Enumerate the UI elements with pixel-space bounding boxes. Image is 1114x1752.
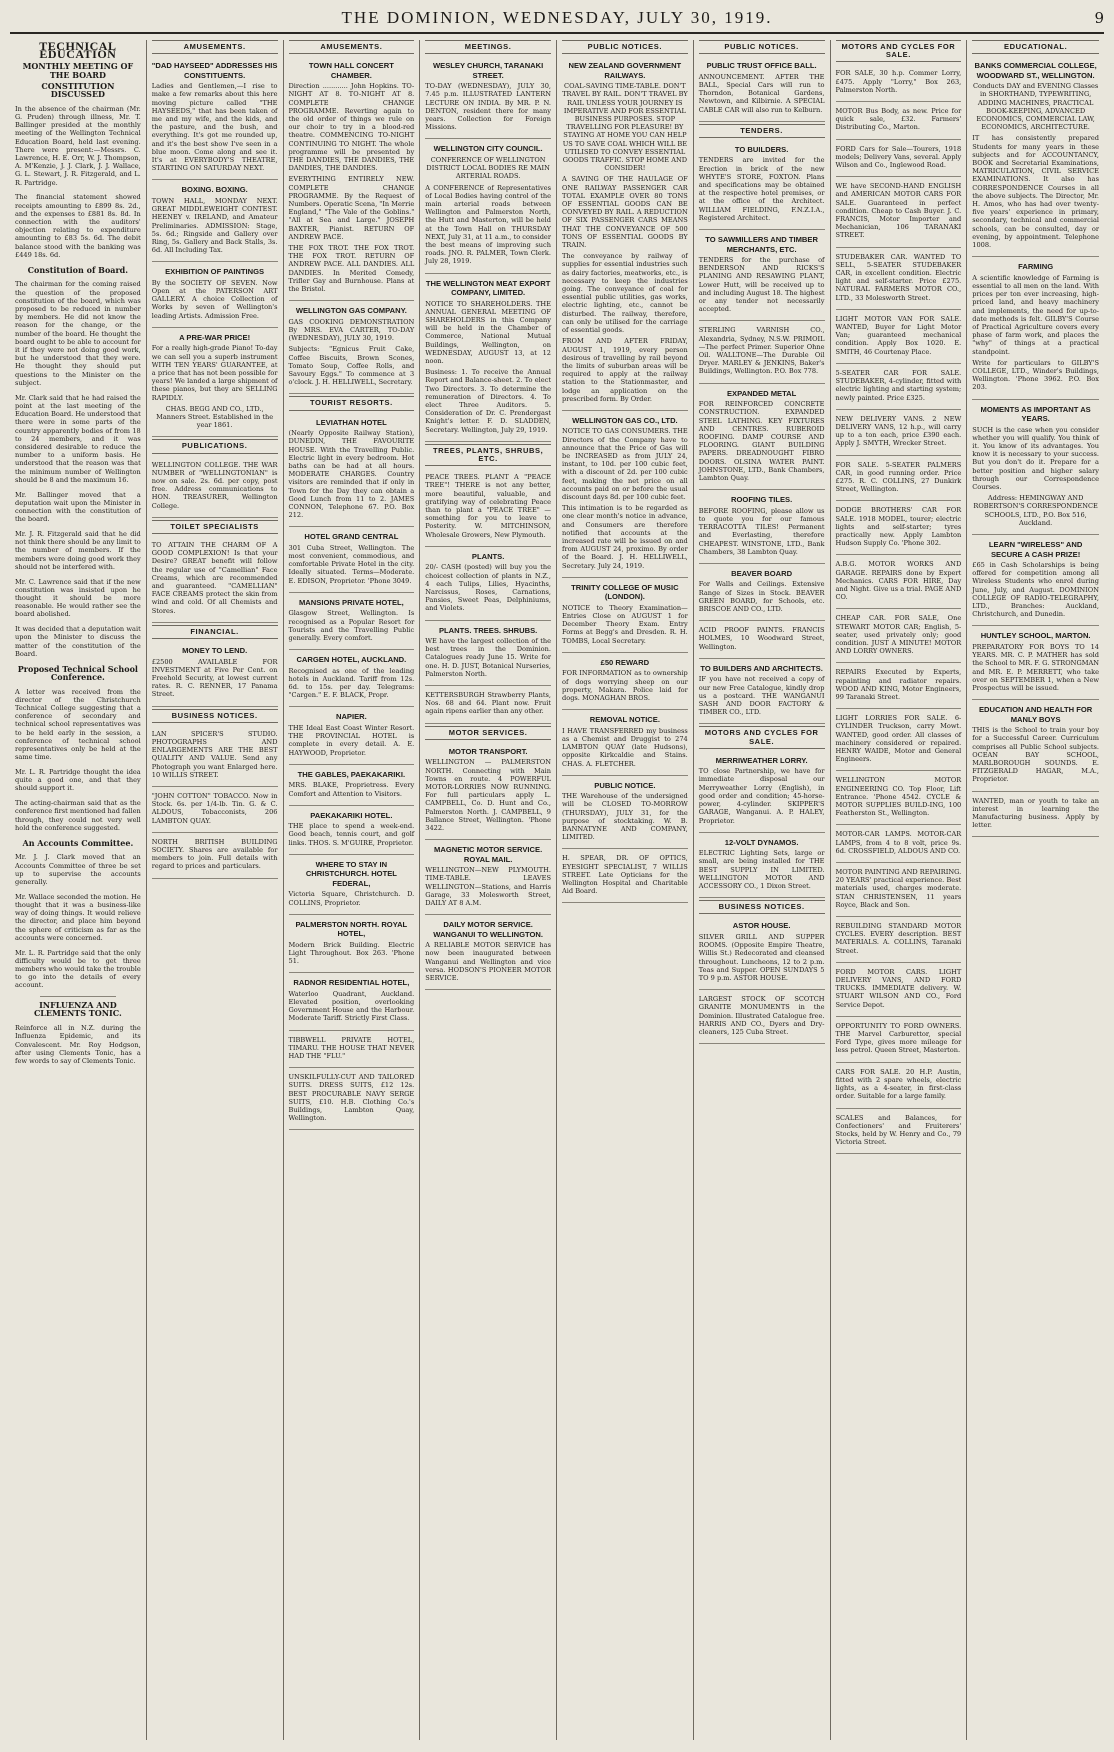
advertisement	[699, 753, 825, 833]
ad-title: WELLINGTON GAS COMPANY.	[295, 306, 407, 316]
advertisement	[289, 595, 415, 650]
ad-body: FOR SALE, 30 h.p. Commer Lorry, £475. Apply "Lorry," Box 263, Palmerston North.	[835, 69, 962, 94]
ad-title: MOMENTS AS IMPORTANT AS YEARS.	[980, 404, 1091, 424]
ad-title: WESLEY CHURCH, TARANAKI STREET.	[433, 61, 544, 80]
ad-body: A.B.G. MOTOR WORKS AND GARAGE. REPAIRS done by Expert Mechanics. CARS FOR HIRE, Day and Night. Give us a trial. PAGE AND CO.	[835, 560, 962, 602]
ad-body: NOTICE to Theory Examination—Entries Close on AUGUST 1 for December Theory Exam. Entry Forms at Begg's and Dresden. R. H. TOMBS, Local Secretary.	[562, 603, 688, 645]
article-paragraph: A letter was received from the director of the Christchurch Technical College suggesting that a conference of secondary and technical school representatives was to be held early in the session, a conference of technical school representatives only be held at the same time.	[15, 687, 141, 762]
ad-title: EXPANDED METAL	[726, 388, 797, 398]
ad-body: Conducts DAY and EVENING Classes in SHORTHAND, TYPEWRITING, ADDING MACHINES, PRACTICAL BOOK-KEEPING, ADVANCED ECONOMICS, COMMERCIAL LAW, ECONOMICS, ARCHITECTURE.	[972, 82, 1099, 132]
ad-body: Waterloo Quadrant, Auckland. Elevated position, overlooking Government House and the Harbour. Moderate Tariff. Strictly First Class.	[288, 989, 415, 1023]
advertisement	[562, 778, 688, 850]
ad-body: A CONFERENCE of Representatives of Local Bodies having control of the main arterial roads between Wellington and Palmerston North, the Hutt and Masterton, will be held at the Town Hall on THURSDAY NEXT, July 31, at 11 a.m., to consider the best means of improving such roads. JNO. R. PALMER, Town Clerk. July 28, 1919.	[425, 183, 551, 266]
ad-body: THIS is the School to train your boy for a Successful Career. Curriculum comprises all Public School subjects. OCEAN BAY SCHOOL, MARLBOROUGH SOUNDS. E. FITZGERALD HAGAR, M.A., Proprietor.	[972, 726, 1099, 784]
ad-body: WELLINGTON—NEW PLYMOUTH. TIME-TABLE. LEAVES WELLINGTON—Stations, and Harris Garage, 33 Molesworth Street, DAILY AT 8 A.M.	[425, 866, 551, 908]
advertisement	[972, 58, 1099, 257]
ad-body: MRS. BLAKE, Proprietress. Every Comfort and Attention to Visitors.	[288, 781, 415, 798]
classified-ad	[836, 142, 962, 178]
page-number: 9	[1094, 9, 1104, 27]
classified-ad	[836, 250, 962, 310]
advertisement	[425, 744, 551, 840]
advertisement	[152, 538, 278, 623]
classified-ad	[836, 366, 962, 410]
advertisement	[972, 259, 1099, 399]
ad-body: WELLINGTON — PALMERSTON NORTH. Connecting with Main Towns en route. 4 POWERFUL MOTOR-LORRIES NOW RUNNING. For full particulars apply L. CAMPBELL, Co. D. Hunt and Co., Palmerston North. J. CAMPBELL, 9 Ballance Street, Wellington. 'Phone 3422.	[425, 758, 551, 833]
advertisement	[289, 652, 415, 707]
ad-body: Glasgow Street, Wellington. Is recognised as a Popular Resort for Tourists and the Travelling Public generally. Every comfort.	[288, 609, 415, 642]
column-amusements-1	[147, 40, 284, 1740]
ad-body: COAL-SAVING TIME-TABLE. DON'T TRAVEL BY RAIL. DON'T TRAVEL BY RAIL UNLESS YOUR JOURNEY IS IMPERATIVE AND FOR ESSENTIAL BUSINESS PURPOSES. STOP TRAVELLING FOR PLEASURE! BY STAYING AT HOME YOU CAN HELP US TO SAVE COAL WHICH WILL BE UTILISED TO CONVEY ESSENTIAL GOODS TRAFFIC. STOP HOME AND CONSIDER!	[562, 82, 688, 173]
ad-body: For Walls and Ceilings. Extensive Range of Sizes in Stock. BEAVER GREEN BOARD, for Schools, etc. BRISCOE AND CO., LTD.	[698, 580, 825, 614]
ad-body: STUDEBAKER CAR. WANTED TO SELL, 5-SEATER STUDEBAKER CAR, in excellent condition. Electric light and self-starter. Price £275. NATURAL FARMERS MOTOR CO., LTD., 33 Molesworth Street.	[835, 252, 962, 302]
classified-ad	[836, 412, 962, 456]
section-header: TOURIST RESORTS.	[289, 396, 415, 410]
ad-body: A SAVING OF THE HAULAGE OF ONE RAILWAY PASSENGER CAR TOTAL EXAMPLE OVER 80 TONS OF ESSENTIAL GOODS CAN BE CONVEYED BY RAIL. A REDUCTION OF SIX PASSENGER CARS MEANS THAT THE CONVEYANCE OF 500 TONS OF ESSENTIAL GOODS BY TRAIN.	[562, 175, 688, 250]
ad-body: NOTICE TO GAS CONSUMERS. THE Directors of the Company have to announce that the Price of Gas will be INCREASED as from JULY 24, instant, to 10d. per 100 cubic feet, with a discount of 2d. per 100 cubic feet, making the net price on all accounts paid on or before the usual discount days 8d. per 100 cubic feet.	[562, 427, 688, 502]
ad-title: WELLINGTON GAS CO., LTD.	[572, 415, 678, 425]
advertisement	[699, 386, 825, 491]
article-paragraph: Mr. J. R. Fitzgerald said that he did not think there should be any limit to the number of members. If the members were doing good work they should not be interfered with.	[15, 529, 141, 571]
ad-body: KETTERSBURGH Strawberry Plants, Nos. 68 and 64. Plant now. Fruit again ripens earlier than any other.	[425, 691, 551, 716]
advertisement	[425, 917, 551, 990]
ad-body: Ladies and Gentlemen,—I rise to make a few remarks about this here moving picture called "THE HAYSEEDS," that has been taken of me and my wife, and the kids, and the pasture, and the bush, and everything. It's got me rounded up, and it's the best show I've seen in a blue moon. Come along and see it. It's at EVERYBODY'S THEATRE, STARTING ON SATURDAY NEXT.	[151, 82, 278, 173]
newspaper-title: THE DOMINION, WEDNESDAY, JULY 30, 1919.	[341, 8, 773, 27]
ad-title: CARGEN HOTEL, AUCKLAND.	[296, 655, 407, 665]
ad-title: MAGNETIC MOTOR SERVICE. ROYAL MAIL.	[434, 845, 543, 864]
section-title: An Accounts Committee.	[22, 837, 134, 848]
ad-body: OPPORTUNITY TO FORD OWNERS. THE Marvel Carburettor, special Ford Type, gives more mileage for less petrol. Queen Street, Masterton.	[835, 1021, 962, 1055]
ad-body: FROM AND AFTER FRIDAY, AUGUST 1, 1919, every person desirous of travelling by rail beyond the limits of suburban areas will be required to apply at the railway station to the Stationmaster, and lodge an application on the prescribed form. By Order.	[562, 337, 688, 403]
ad-title: TOWN HALL CONCERT CHAMBER.	[308, 61, 394, 80]
section-title: CONSTITUTION DISCUSSED	[41, 80, 115, 100]
advertisement	[152, 458, 278, 518]
ad-title: LEARN "WIRELESS" AND SECURE A CASH PRIZE!	[988, 540, 1083, 559]
advertisement	[289, 58, 415, 301]
ad-body: THE place to spend a week-end. Good beach, tennis court, and golf links. THOS. S. M'GUIRE, Proprietor.	[288, 822, 415, 847]
ad-body: ANNOUNCEMENT. AFTER THE BALL, Special Cars will run to Thorndon, Botanical Gardens, Newtown, and Kilbirnie. A SPECIAL CABLE CAR will also run to Kelburn.	[698, 72, 825, 114]
ad-body: THE Ideal East Coast Winter Resort. THE PROVINCIAL HOTEL is complete in every detail. A. E. HAYWOOD, Proprietor.	[288, 723, 415, 757]
ad-body: By the SOCIETY OF SEVEN. Now Open at the PATERSON ART GALLERY. A choice Collection of Works by seven of Wellington's leading Artists. Admission Free.	[151, 278, 278, 320]
section-header: AMUSEMENTS.	[152, 40, 278, 54]
ad-body: I HAVE TRANSFERRED my business as a Chemist and Druggist to 274 LAMBTON QUAY (late Hudsons), opposite Kirkcaldie and Stains. CHAS. A. FLETCHER.	[562, 726, 688, 768]
section-header: PUBLIC NOTICES.	[699, 40, 825, 54]
ad-title: £50 REWARD	[600, 657, 650, 667]
ad-body: MOTOR Bus Body, as new. Price for quick sale, £32. Farmers' Distributing Co., Marton.	[835, 107, 962, 132]
section-header: AMUSEMENTS.	[289, 40, 415, 54]
section-header: EDUCATIONAL.	[972, 40, 1099, 54]
ad-body: PREPARATORY FOR BOYS TO 14 YEARS. MR. C. P. MATHER has sold the School to MR. F. G. STRONGMAN and MR. E. P. MERRETT, who take over on SEPTEMBER 1, when a New Prospectus will be issued.	[972, 642, 1099, 692]
ad-body: Direction ............ John Hopkins. TO-NIGHT AT 8. TO-NIGHT AT 8. COMPLETE CHANGE PROGRAMME. Reverting again to the old order of things we rule on our choir to try in a blood-red theatre. COMMENCING TO-NIGHT CONTINUING TO NIGHT. The whole programme will be presented by THE DANDIES, THE DANDIES, THE DANDIES, THE DANDIES.	[288, 82, 415, 173]
advertisement	[425, 58, 551, 139]
article-paragraph: In the absence of the chairman (Mr. G. Pruden) through illness, Mr. T. Ballinger presided at the monthly meeting of the Wellington Technical Education Board, held last evening. There were present:—Messrs. C. Lawrence, H. E. Orr, W. J. Thompson, A. M'Kenzie, J. J. Clark, J. J. Wallace, G. L. Stewart, J. R. Fitzgerald, and L. R. Partridge.	[15, 104, 141, 187]
advertisement	[699, 661, 825, 725]
ad-body: STERLING VARNISH CO., Alexandria, Sydney, N.S.W. PRIMOIL—The perfect Primer. Superior Ohne Oil. WALLTONE—The Durable Oil Dryer. MARLEY & JENKINS, Baker's Buildings, Wellington. P.O. Box 778.	[698, 326, 825, 376]
ad-body: TO close Partnership, we have for immediate disposal our Merryweather Lorry (English), in good order and condition; 45-horse-power, 4-cylinder. SKIPPER'S GARAGE, Wanganui. A. P. HALEY, Proprietor.	[698, 767, 825, 825]
ad-body: IF you have not received a copy of our new Free Catalogue, kindly drop us a postcard. THE WANGANUI SASH AND DOOR FACTORY & TIMBER CO., LTD.	[698, 675, 825, 717]
ad-body: Victoria Square, Christchurch. D. COLLINS, Proprietor.	[288, 890, 415, 907]
advertisement	[699, 323, 825, 383]
advertisement	[425, 688, 551, 724]
classified-ad	[836, 557, 962, 609]
column-amusements-2	[284, 40, 421, 1740]
ad-title: MONEY TO LEND.	[182, 646, 248, 656]
ad-title: DAILY MOTOR SERVICE. WANGANUI TO WELLINGTON.	[433, 920, 544, 939]
ad-body: FORD MOTOR CARS. LIGHT DELIVERY VANS, AND FORD TRUCKS. IMMEDIATE delivery. W. STUART WILSON AND CO., Ford Service Depot.	[835, 967, 962, 1009]
section-header: PUBLICATIONS.	[152, 439, 278, 453]
ad-body: TOWN HALL, MONDAY NEXT. GREAT MIDDLEWEIGHT CONTEST. HEENEY v. IRELAND, and Amateur Preliminaries. ADMISSION: Stage, 5s. 6d.; Ringside and Gallery over Ring, 5s. Gallery and Back Stalls, 3s. 6d. All Including Tax.	[151, 196, 278, 255]
ad-body: FOR INFORMATION as to ownership of dogs worrying sheep on our property, Makara. Police laid for dogs. MONAGHAN BROS.	[562, 669, 688, 702]
ad-title: MANSIONS PRIVATE HOTEL,	[298, 597, 404, 607]
section-header: MOTORS AND CYCLES FOR SALE.	[699, 726, 825, 748]
ad-title: TRINITY COLLEGE OF MUSIC (LONDON).	[571, 582, 679, 602]
ad-title: BANKS COMMERCIAL COLLEGE, WOODWARD ST., WELLINGTON.	[974, 61, 1097, 80]
advertisement	[289, 1033, 415, 1069]
advertisement	[972, 794, 1099, 838]
ad-title: EDUCATION AND HEALTH FOR MANLY BOYS	[978, 705, 1093, 724]
ad-body: TO ATTAIN THE CHARM OF A GOOD COMPLEXION! Is that your Desire? GREAT benefit will follow the regular use of "Camellian" Face Creams, which are recommended and guaranteed. "CAMELLIAN" FACE CREAMS protect the skin from wind and cold. Of all Chemists and Stores.	[151, 541, 278, 615]
ad-title: MERRIWEATHER LORRY.	[715, 755, 808, 765]
advertisement	[699, 992, 825, 1044]
headline: TECHNICAL EDUCATION	[39, 40, 117, 62]
ad-body: The conveyance by railway of supplies for essential industries such as dairy factories, meatworks, etc., is necessary to keep the industries going. The conveyance of coal for essential public utilities, gas works, electric lighting, etc., cannot be disturbed. The railway, therefore, can only be utilised for the carriage of essential goods.	[562, 252, 688, 335]
column-motors-for-sale	[831, 40, 968, 1740]
advertisement	[425, 470, 551, 547]
ad-body: THE FOX TROT. THE FOX TROT. THE FOX TROT. RETURN OF ANDREW PACE. ALL DANDIES. ALL DANDIES. In Merited Comedy, Trifler Gay and Burnhouse. Plans at the Bristol.	[288, 244, 415, 294]
ad-body: NEW DELIVERY VANS. 2 NEW DELIVERY VANS, 12 h.p., will carry up to a ton each, price £390 each. Apply J. SMYTH, Wrecker Street.	[835, 414, 962, 448]
classified-ad	[836, 773, 962, 825]
ad-body: 301 Cuba Street, Wellington. The most convenient, commodious, and comfortable Private Hotel in the city. Ideally situated. Terms—Moderate. E. EDISON, Proprietor. 'Phone 3049.	[288, 543, 415, 585]
advertisement	[289, 1070, 415, 1130]
ad-title: LEVIATHAN HOTEL	[316, 417, 387, 427]
classified-ad	[836, 865, 962, 917]
ad-body: TENDERS are invited for the Erection in brick of the new WHYTE'S STORE, FOXTON. Plans and specifications may be obtained at the respective hotel premises, or at the office of the Architect. WILLIAM FIELDING, F.N.Z.I.A., Registered Architect.	[698, 156, 825, 222]
article-paragraph: The acting-chairman said that as the conference first mentioned had fallen through, they could not very well hold the conference suggested.	[15, 799, 141, 832]
section-header: TOILET SPECIALISTS	[152, 520, 278, 534]
ad-body: TIBBWELL PRIVATE HOTEL, TIMARU. THE HOUSE THAT NEVER HAD THE "FLU."	[288, 1035, 415, 1061]
classified-ad	[836, 665, 962, 709]
classified-ad	[836, 458, 962, 502]
ad-title: MOTOR TRANSPORT.	[448, 746, 528, 756]
ad-title: TO SAWMILLERS AND TIMBER MERCHANTS, ETC.	[705, 235, 818, 254]
advertisement	[699, 623, 825, 659]
ad-body: LARGEST STOCK OF SCOTCH GRANITE MONUMENTS in the Dominion. Illustrated Catalogue free. HARRIS AND CO., Dyers and Dry-cleaners, 125 Cuba Street.	[698, 995, 825, 1036]
article-paragraph: The financial statement showed receipts amounting to £899 8s. 2d., and the expenses to £881 8s. 8d. In connection with the auditors' objection relating to expenditure amounting to £83 5s. 6d. The debit balance stood with the banking was £449 18s. 6d.	[15, 193, 141, 259]
section-title: Constitution of Board.	[27, 264, 129, 275]
advertisement	[152, 789, 278, 833]
section-header: MOTORS AND CYCLES FOR SALE.	[836, 40, 962, 62]
ad-body: Subjects: "Egnicus Fruit Cake, Coffee Biscuits, Brown Scones, Tomato Soup, Coffee Rolls, and Savoury Eggs." To commence at 3 o'clock. J. H. HELLIWELL, Secretary.	[288, 345, 415, 387]
ad-body: CHEAP CAR. FOR SALE, One STEWART MOTOR CAR; English, 5-seater, used privately only; good condition. JUST A MINUTE! MOTOR AND LORRY OWNERS.	[835, 614, 962, 656]
masthead	[10, 8, 1104, 34]
ad-body: Recognised as one of the leading hotels in Auckland. Tariff from 12s. 6d. to 15s. per day. Telegrams: "Cargen." E. F. BLACK, Propr.	[288, 666, 415, 700]
advertisement	[699, 142, 825, 230]
ad-title: 12-VOLT DYNAMOS.	[724, 837, 799, 847]
advertisement	[425, 276, 551, 442]
classified-ad	[836, 965, 962, 1017]
ad-body: TO-DAY (WEDNESDAY), JULY 30, 7.45 p.m. ILLUSTRATED LANTERN LECTURE ON INDIA. By MR. P. N. DENTON, resident there for many years. Collection for Foreign Missions.	[425, 82, 551, 132]
ad-title: HUNTLEY SCHOOL, MARTON.	[980, 631, 1091, 641]
ad-body: GAS COOKING DEMONSTRATION By MRS. EVA CARTER, TO-DAY (WEDNESDAY), JULY 30, 1919.	[288, 317, 415, 343]
advertisement	[289, 917, 415, 974]
article-paragraph: Mr. Ballinger moved that a deputation wait upon the Minister in connection with the constitution of the board.	[15, 490, 141, 524]
ad-body: WANTED, man or youth to take an interest in learning the Manufacturing business. Apply by letter.	[972, 796, 1099, 830]
ad-body: LIGHT LORRIES FOR SALE. 6-CYLINDER Truckson, carry Mowt. WANTED, good order. All classes of machinery considered or repaired. HENRY WAIDE, Motor and General Engineers.	[835, 714, 962, 764]
ad-body: FOR REINFORCED CONCRETE CONSTRUCTION. EXPANDED STEEL LATHING. KEY FIXTURES AND CENTRES. RUBEROID ROOFING. DAMP COURSE AND FLOORING. GIANT BUILDING PAPERS. DREADNOUGHT FIBRO DOORS. OLSINA WATER PAINT. JOHNSTONE, LTD., Bank Chambers, Lambton Quay.	[698, 400, 825, 483]
ad-body: CONFERENCE OF WELLINGTON DISTRICT LOCAL BODIES RE MAIN ARTERIAL ROADS.	[426, 155, 550, 181]
ad-body: UNSKILFULLY-CUT AND TAILORED SUITS. DRESS SUITS, £12 12s. BEST PROCURABLE NAVY SERGE SUITS, £10. H.B. Clothing Co.'s Buildings, Lambton Quay, Wellington.	[288, 1073, 415, 1123]
ad-title: PLANTS. TREES. SHRUBS.	[438, 625, 538, 635]
article-paragraph: Reinforce all in N.Z. during the Influenza Epidemic, and its Convalescent. Mr. Roy Hodgson, after using Clements Tonic, has a few words to say of Clements Tonic.	[15, 1024, 141, 1066]
classified-ad	[836, 919, 962, 963]
classified-ad	[836, 827, 962, 863]
ad-body: WE have the largest collection of the best trees in the Dominion. Catalogues ready June 15. Write for one. H. D. JUST, Botanical Nurseries, Palmerston North.	[425, 637, 551, 678]
ad-title: TO BUILDERS.	[734, 144, 789, 154]
advertisement	[972, 537, 1099, 626]
ad-body: £2500 AVAILABLE FOR INVESTMENT at Five Per Cent. on Freehold Security, at lowest current rates. R. C. RENNER, 17 Panama Street.	[151, 657, 278, 699]
advertisement	[562, 413, 688, 578]
ad-title: WHERE TO STAY IN CHRISTCHURCH. HOTEL FEDERAL,	[305, 859, 397, 888]
column-technical-education	[10, 40, 147, 1740]
ad-title: BOXING. BOXING.	[181, 185, 248, 195]
ad-body: WELLINGTON MOTOR ENGINEERING CO. Top Floor, Lift Entrance. 'Phone 4542. CYCLE & MOTOR SUPPLIES BUILD-ING, 100 Featherston St., Wellington.	[835, 776, 962, 818]
advertisement	[425, 842, 551, 915]
classified-ad	[836, 503, 962, 555]
subheadline: MONTHLY MEETING OF THE BOARD	[22, 61, 134, 80]
ad-title: ROOFING TILES.	[731, 495, 793, 505]
ad-title: PAEKAKARIKI HOTEL.	[310, 810, 393, 820]
ad-body: Modern Brick Building. Electric Light Throughout. Box 263. 'Phone 51.	[288, 940, 415, 966]
ad-body: ELECTRIC Lighting Sets, large or small, are being installed for THE BEST SUPPLY IN LIMITED. WELLINGTON MOTOR AND ACCESSORY CO., 1 Dixon Street.	[698, 849, 825, 891]
ad-body: Write for particulars to GILBY'S COLLEGE, LTD., Winder's Buildings, Wellington. 'Phone 3962. P.O. Box 203.	[972, 358, 1099, 392]
advertisement	[152, 264, 278, 328]
column-meetings	[420, 40, 557, 1740]
ad-body: SCALES and Balances, for Confectioners' and Fruiterers' Stocks, held by W. Henry and Co., 79 Victoria Street.	[835, 1113, 962, 1147]
ad-body: Business: 1. To receive the Annual Report and Balance-sheet. 2. To elect Two Directors. 3. To determine the remuneration of Directors. 4. To elect Three Auditors. 5. Consideration of Dr. C. Prendergast Knight's letter. F. D. SLADDEN, Secretary. Wellington, July 29, 1919.	[425, 368, 551, 434]
ad-title: TO BUILDERS AND ARCHITECTS.	[700, 663, 823, 673]
ad-title: BEAVER BOARD	[731, 568, 793, 578]
advertisement	[289, 767, 415, 806]
ad-body: MOTOR-CAR LAMPS. MOTOR-CAR LAMPS, from 4 to 8 volt, price 9s. 6d. CROSSFIELD, ALDOUS AND CO.	[835, 830, 962, 855]
ad-body: REPAIRS Executed by Experts, repainting and radiator repairs. WOOD AND KING, Motor Engineers, 99 Taranaki Street.	[835, 668, 962, 701]
ad-body: LIGHT MOTOR VAN FOR SALE. WANTED, Buyer for Light Motor Van; guaranteed mechanical condition. Apply Box 1020. E. SMITH, 46 Courtenay Place.	[835, 314, 962, 356]
advertisement	[289, 808, 415, 855]
ad-title: HOTEL GRAND CENTRAL	[304, 532, 399, 542]
column-educational	[967, 40, 1104, 1740]
section-title: Proposed Technical School Conference.	[17, 663, 138, 682]
ad-body: 5-SEATER CAR FOR SALE. STUDEBAKER, 4-cylinder, fitted with electric lighting and starting system; newly painted. Price £325.	[835, 368, 962, 402]
ad-body: MOTOR PAINTING AND REPAIRING. 20 YEARS' practical experience. Best materials used, charges moderate. STAN CHRISTENSEN, 11 years Royce, Black and Son.	[835, 868, 962, 909]
ad-body: WE have SECOND-HAND ENGLISH and AMERICAN MOTOR CARS FOR SALE. Guaranteed in perfect condition. Cheap to Cash Buyer. J. C. FRANCIS, Motor Importer and Mechanician, 106 TARANAKI STREET.	[835, 182, 962, 240]
advertisement	[972, 628, 1099, 700]
advertisement	[699, 918, 825, 990]
ad-body: LAN SPICER'S STUDIO. PHOTOGRAPHS AND ENLARGEMENTS ARE THE BEST QUALITY AND VALUE. Send any Photograph you want Enlarged here. 10 WILLIS STREET.	[151, 729, 278, 779]
advertisement	[425, 549, 551, 621]
ad-title: RADNOR RESIDENTIAL HOTEL,	[293, 978, 410, 988]
advertisement	[699, 566, 825, 621]
ad-body: (Nearly Opposite Railway Station), DUNEDIN, THE FAVOURITE HOUSE. With the Travelling Public. Electric light in every bedroom. Hot baths can be had at all hours. MODERATE CHARGES. Country visitors are reminded that if only in Town for the Day they can obtain a Good Lunch from 11 to 2. JAMES CONNON, Telephone 67. P.O. Box 212.	[288, 429, 415, 520]
ad-body: SUCH is the case when you consider whether you will qualify. You think of it. You know of its advantages. You know it is necessary to your success. But you don't do it. Prepare for a better position and higher salary through our Correspondence Courses.	[972, 425, 1099, 492]
advertisement	[152, 182, 278, 262]
ad-body: ACID PROOF PAINTS. FRANCIS HOLMES, 10 Woodward Street, Wellington.	[698, 626, 825, 651]
advertisement	[289, 975, 415, 1030]
ad-body: PEACE TREES. PLANT A "PEACE TREE"! THERE is not any better, more beautiful, valuable, and gratifying way of celebrating Peace than to plant a "PEACE TREE" — something for you to leave to Posterity. W. MITCHINSON, Wholesale Growers, New Plymouth.	[425, 473, 551, 539]
ad-title: NAPIER.	[335, 712, 367, 722]
article-paragraph: Mr. C. Lawrence said that if the new constitution was insisted upon he thought it should be more reasonable. He would rather see the board abolished.	[15, 577, 141, 619]
advertisement	[562, 655, 688, 710]
ad-body: FORD Cars for Sale—Tourers, 1918 models; Delivery Vans, several. Apply Wilson and Co., Inglewood Road.	[835, 144, 962, 170]
advertisement	[152, 727, 278, 787]
ad-body: FOR SALE. 5-SEATER PALMERS CAR, in good running order. Price £275. R. C. COLLINS, 27 Dunkirk Street, Wellington.	[835, 460, 962, 494]
section-title: INFLUENZA AND CLEMENTS TONIC.	[33, 1000, 122, 1019]
advertisement	[289, 857, 415, 915]
column-public-notices-1	[557, 40, 694, 1740]
advertisement	[562, 58, 688, 411]
columns	[10, 40, 1104, 1740]
ad-body: BEFORE ROOFING, please allow us to quote you for our famous TERRACOTTA TILES! Permanent and Everlasting, therefore CHEAPEST. WINSTONE, LTD., Bank Chambers, 38 Lambton Quay.	[698, 506, 825, 556]
advertisement	[152, 643, 278, 707]
article-paragraph: Mr. L. R. Partridge said that the only difficulty would be to get three members who would take the trouble to go into the details of every account.	[15, 948, 141, 990]
advertisement	[425, 623, 551, 687]
advertisement	[699, 835, 825, 899]
section-header: TENDERS.	[699, 124, 825, 138]
classified-ad	[836, 312, 962, 364]
ad-body: £65 in Cash Scholarships is being offered for competition among all Wireless Students who enrol during June, July, and August. DOMINION COLLEGE OF RADIO-TELEGRAPHY, LTD., Branches: Auckland, Christchurch, and Dunedin.	[972, 561, 1099, 619]
ad-title: REMOVAL NOTICE.	[589, 715, 660, 725]
advertisement	[152, 835, 278, 879]
ad-title: PUBLIC TRUST OFFICE BALL.	[706, 61, 817, 71]
advertisement	[699, 232, 825, 321]
ad-body: TENDERS for the purchase of BENDERSON AND RICKS'S PLANING AND RESAWING PLANT, Lower Hutt, will be received up to and including August 18. The highest or any tender not necessarily accepted.	[698, 256, 825, 314]
advertisement	[972, 702, 1099, 791]
ad-body: "JOHN COTTON" TOBACCO. Now in Stock. 6s. per 1/4-lb. Tin. G. & C. ALDOUS, Tobacconists, 206 LAMBTON QUAY.	[151, 792, 278, 825]
ad-body: IT has consistently prepared Students for many years in these subjects and for ACCOUNTANCY, BOOK and Secretarial Examinations, MATRICULATION, CIVIL SERVICE EXAMINATIONS. It also has CORRESPONDENCE Courses in all the above subjects. The Director, Mr. H. Amos, who has had over twenty-five years' experience in primary, secondary, technical and commercial schools, can be consulted, day or evening, by appointment. Telephone 1008.	[972, 134, 1099, 250]
advertisement	[699, 492, 825, 564]
classified-ad	[836, 179, 962, 247]
ad-body: Address: HEMINGWAY AND ROBERTSON'S CORRESPONDENCE SCHOOLS, LTD., P.O. Box 516, Auckland.	[973, 494, 1098, 527]
section-header: PUBLIC NOTICES.	[562, 40, 688, 54]
ad-body: EVERYTHING ENTIRELY NEW. COMPLETE CHANGE PROGRAMME. By the Request of Numbers. Operatic Scena, "In Merrie England," "The Vale of the Goblins." "All at Sea and Large." JOSEPH BAXTER, Pianist. RETURN OF ANDREW PACE.	[288, 175, 415, 241]
article-paragraph: Mr. L. R. Partridge thought the idea quite a good one, and that they should support it.	[15, 767, 141, 793]
ad-body: 20/- CASH (posted) will buy you the choicest collection of plants in N.Z., 4 each Tulips, Lilies, Hyacinths, Narcissus, Roses, Carnations, Pansies, Sweet Peas, Delphiniums, and Violets.	[425, 563, 551, 613]
ad-body: WELLINGTON COLLEGE. THE WAR NUMBER of "WELLINGTONIAN" is now on sale. 2s. 6d. per copy, post free. Address communications to HON. TREASURER, Wellington College.	[151, 460, 278, 510]
classified-ad	[836, 611, 962, 663]
ad-body: H. SPEAR, DR. OF OPTICS, EYESIGHT SPECIALIST, 7 WILLIS STREET. Late Opticians for the Wellington Hospital and Charitable Aid Board.	[562, 854, 688, 896]
article-paragraph: Mr. Clark said that he had raised the point at the last meeting of the Education Board. He understood that there were in some parts of the country apparently bodies of from 18 to 24 members, and it was considered desirable to reduce the number to a uniform basis. He understood that the reason was that the minimum number of Wellington should be 8 and the maximum 16.	[15, 393, 141, 484]
ad-body: DODGE BROTHERS' CAR FOR SALE. 1918 MODEL, tourer; electric lights and self-starter; tyres practically new. Apply Lambton Hudson Supply Co. 'Phone 302.	[835, 506, 962, 548]
divider	[40, 996, 115, 997]
ad-title: THE GABLES, PAEKAKARIKI.	[297, 769, 406, 779]
ad-title: WELLINGTON CITY COUNCIL.	[433, 144, 543, 154]
ad-body: NORTH BRITISH BUILDING SOCIETY. Shares are available for members to join. Full details with regard to prices and particulars.	[151, 837, 278, 871]
section-header: MOTOR SERVICES.	[425, 726, 551, 740]
classified-ad	[836, 711, 962, 771]
ad-title: EXHIBITION OF PAINTINGS	[165, 267, 265, 277]
ad-title: PUBLIC NOTICE.	[594, 780, 656, 790]
section-header: FINANCIAL.	[152, 625, 278, 639]
ad-title: PLANTS.	[471, 551, 505, 561]
section-header: BUSINESS NOTICES.	[152, 709, 278, 723]
classified-ad	[836, 1065, 962, 1109]
ad-title: PALMERSTON NORTH. ROYAL HOTEL,	[295, 919, 408, 939]
column-public-notices-2	[694, 40, 831, 1740]
ad-body: A RELIABLE MOTOR SERVICE has now been inaugurated between Wanganui and Wellington and vice versa. HODSON'S PIONEER MOTOR SERVICE.	[425, 941, 551, 983]
ad-body: CARS FOR SALE. 20 H.P. Austin, fitted with 2 spare wheels, electric lights, as a 4-seater, in first-class order. Suitable for a large family.	[835, 1067, 962, 1101]
advertisement	[289, 303, 415, 394]
article-paragraph: It was decided that a deputation wait upon the Minister to discuss the matter of the constitution of the Board.	[15, 625, 141, 658]
ad-body: A scientific knowledge of Farming is essential to all men on the land. With prices per ton ever increasing, high-priced land, and heavy machinery and implements, the need for up-to-date methods is felt. GILBY'S Course of Practical Agriculture covers every phase of farm work, and places the "why" of things at a practical standpoint.	[972, 273, 1099, 356]
ad-body: CHAS. BEGG AND CO., LTD., Manners Street. Established in the year 1861.	[156, 404, 274, 430]
classified-ad	[836, 104, 962, 140]
ad-body: SILVER GRILL AND SUPPER ROOMS. (Opposite Empire Theatre, Willis St.) Redecorated and cleansed throughout. Luncheons, 12 to 2 p.m. Teas and Supper. OPEN SUNDAYS 5 TO 9 p.m. ASTOR HOUSE.	[698, 932, 825, 982]
ad-body: REBUILDING STANDARD MOTOR CYCLES. EVERY description. BEST MATERIALS. A. COLLINS, Taranaki Street.	[835, 922, 962, 955]
advertisement	[562, 580, 688, 653]
section-header: BUSINESS NOTICES.	[699, 900, 825, 914]
section-header: MEETINGS.	[425, 40, 551, 54]
advertisement	[562, 712, 688, 776]
ad-title: ASTOR HOUSE.	[732, 921, 791, 931]
advertisement	[972, 402, 1099, 535]
ad-title: "DAD HAYSEED" ADDRESSES HIS CONSTITUENTS.	[151, 61, 278, 80]
ad-title: FARMING	[1018, 262, 1054, 272]
article-paragraph: Mr. J. J. Clark moved that an Accounts Committee of three be set up to supervise the accounts generally.	[15, 853, 141, 886]
classified-ad	[836, 66, 962, 102]
advertisement	[425, 141, 551, 273]
ad-title: A PRE-WAR PRICE!	[179, 332, 251, 342]
advertisement	[289, 529, 415, 593]
article-paragraph: Mr. Wallace seconded the motion. He thought that it was a business-like way of doing things. It would relieve the director, and place him beyond the sphere of criticism as far as the accounts were concerned.	[15, 892, 141, 942]
classified-ad	[836, 1019, 962, 1063]
ad-title: NEW ZEALAND GOVERNMENT RAILWAYS.	[568, 61, 682, 80]
section-header: TREES, PLANTS, SHRUBS, ETC.	[425, 444, 551, 466]
article-paragraph: The chairman for the coming raised the question of the proposed constitution of the board, which was proposed to be reduced in number by members. He did not know the reason for the change, or the number of the board. He thought the board ought to be able to account for it if they were not doing good work, but he understood that they were. He thought they should put questions to the Minister on the subject.	[15, 280, 141, 387]
advertisement	[152, 58, 278, 180]
ad-body: This intimation is to be regarded as one clear month's notice in advance, and Consumers are therefore notified that accounts at the increased rate will be issued on and from AUGUST 24, proximo. By order of the Board. J. H. HELLIWELL, Secretary. July 24, 1919.	[562, 504, 688, 570]
ad-body: For a really high-grade Piano! To-day we can sell you a superb instrument WITH TEN YEARS' GUARANTEE, at a price that has not been possible for years! We landed a large shipment of these pianos, but they are SELLING RAPIDLY.	[151, 344, 278, 402]
advertisement	[289, 415, 415, 528]
ad-body: NOTICE TO SHAREHOLDERS. THE ANNUAL GENERAL MEETING OF SHAREHOLDERS in this Company will be held in the Chamber of Commerce, National Mutual Buildings, Wellington, on WEDNESDAY, AUGUST 13, at 12 noon.	[425, 299, 551, 365]
classified-ad	[836, 1111, 962, 1155]
advertisement	[289, 709, 415, 764]
ad-body: THE Warehouse of the undersigned will be CLOSED TO-MORROW (THURSDAY), JULY 31, for the purpose of stocktaking. W. B. BANNATYNE AND COMPANY, LIMITED.	[562, 792, 688, 842]
advertisement	[562, 851, 688, 903]
ad-title: THE WELLINGTON MEAT EXPORT COMPANY, LIMITED.	[425, 278, 551, 298]
advertisement	[699, 58, 825, 122]
advertisement	[152, 330, 278, 438]
